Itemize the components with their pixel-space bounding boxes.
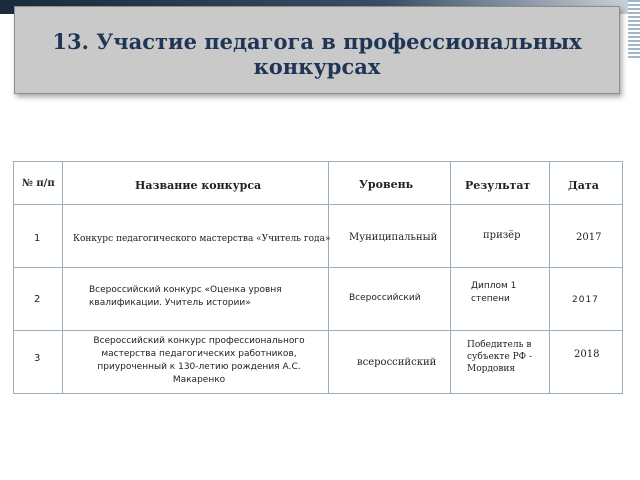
header-name-label: Название конкурса (135, 179, 262, 192)
table-row (14, 268, 623, 331)
row2-date: 2017 (572, 295, 599, 305)
title-banner (14, 6, 620, 94)
row3-date-cell (550, 331, 623, 394)
header-level-label: Уровень (359, 178, 414, 191)
header-date-label: Дата (568, 179, 599, 192)
row2-date-cell (550, 268, 623, 331)
row2-num: 2 (34, 294, 41, 305)
row3-date: 2018 (574, 349, 600, 360)
row1-num: 1 (34, 233, 41, 244)
row2-level: Всероссийский (349, 293, 421, 303)
row3-name: Всероссийский конкурс профессионального мастерства педагогических работников, приуроченный к 130-летию рождения А.С. Макаренко (93, 336, 305, 385)
row1-name: Конкурс педагогического мастерства «Учитель года» (73, 234, 331, 244)
row1-date-cell (550, 205, 623, 268)
row1-level: Муниципальный (349, 232, 438, 243)
row2-result-cell (451, 268, 550, 331)
header-level (329, 162, 451, 205)
row3-num-cell (14, 331, 63, 394)
row2-level-cell (329, 268, 451, 331)
row2-num-cell (14, 268, 63, 331)
right-decor-strip (628, 0, 640, 60)
row1-level-cell (329, 205, 451, 268)
row3-num: 3 (34, 353, 41, 364)
header-result (451, 162, 550, 205)
row1-result-cell (451, 205, 550, 268)
row3-result: Победитель в субъекте РФ - Мордовия (467, 340, 533, 374)
contests-table (13, 161, 623, 394)
row2-name-cell (63, 268, 329, 331)
row1-date: 2017 (576, 232, 602, 243)
row3-name-cell (63, 331, 329, 394)
header-num (14, 162, 63, 205)
table-header-row (14, 162, 623, 205)
table-row (14, 331, 623, 394)
header-result-label: Результат (465, 179, 531, 192)
row3-result-cell (451, 331, 550, 394)
row1-num-cell (14, 205, 63, 268)
row2-name: Всероссийский конкурс «Оценка уровня квалификации. Учитель истории» (89, 285, 282, 308)
row2-result: Диплом 1 степени (471, 281, 517, 304)
row1-name-cell (63, 205, 329, 268)
row1-result: призёр (483, 230, 521, 241)
header-date (550, 162, 623, 205)
slide-title: 13. Участие педагога в профессиональных конкурсах (52, 29, 582, 79)
row3-level-cell (329, 331, 451, 394)
header-num-label: № п/п (22, 178, 55, 189)
table-row (14, 205, 623, 268)
header-name (63, 162, 329, 205)
row3-level: всероссийский (357, 357, 437, 368)
